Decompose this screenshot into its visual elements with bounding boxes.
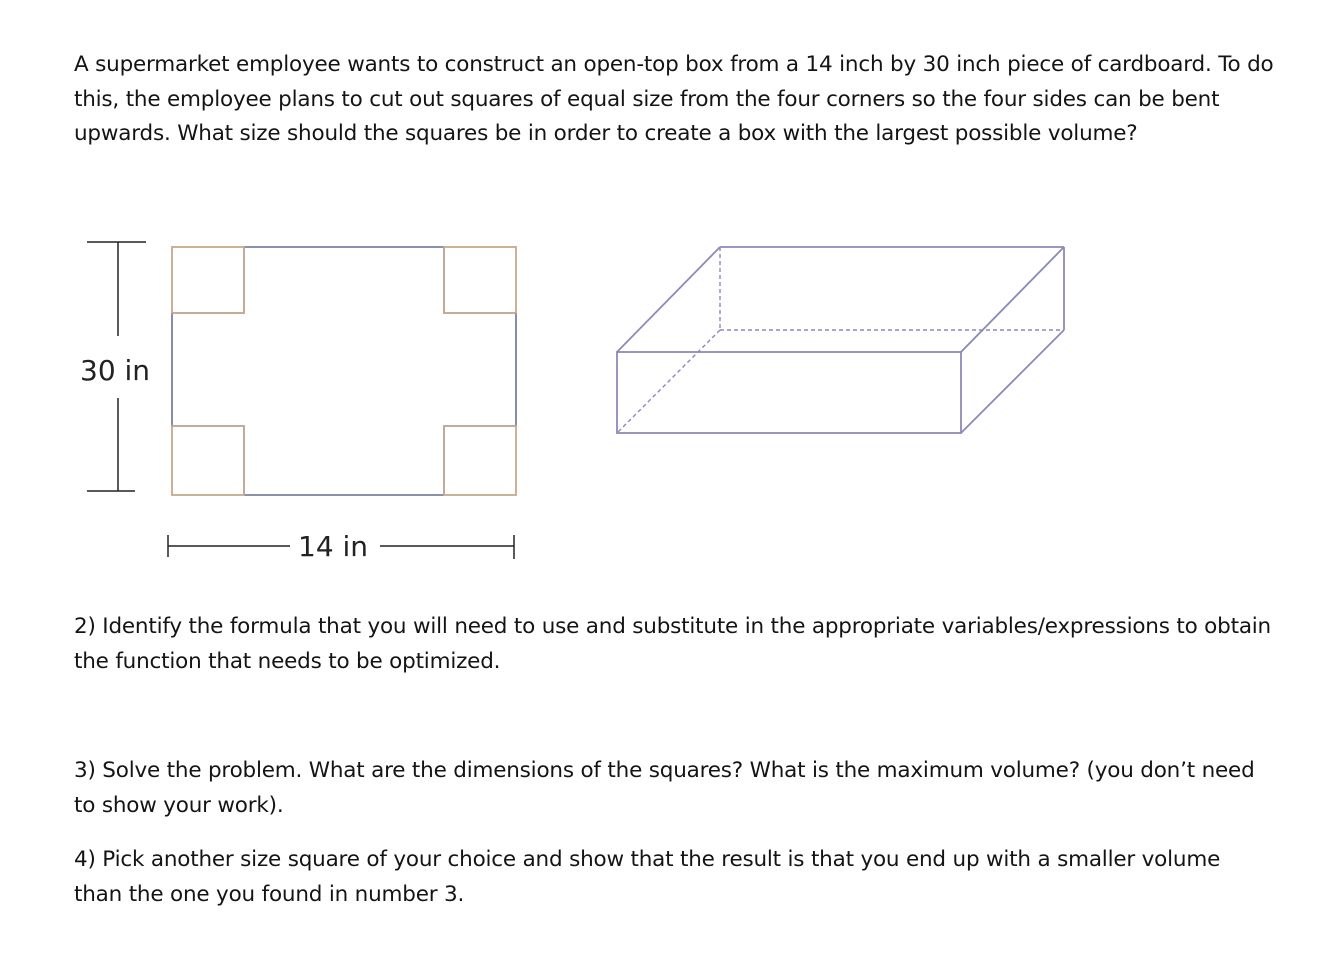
width-label: 14 in [298, 530, 369, 563]
box-front-face [617, 352, 961, 433]
box-edge-bottom-right [961, 330, 1064, 433]
problem-statement: A supermarket employee wants to construct an open-top box from a 14 inch by 30 inch piece of cardboard. To do this, the employee plans to cut out squares of equal size from the four corners so the four sides can be bent upwards. What size should the squares be in order to create a box with the largest possible volume? [74, 52, 1274, 146]
box-hidden-edges [617, 247, 1064, 433]
box-edge-top-right [961, 247, 1064, 352]
question-3: 3) Solve the problem. What are the dimensions of the squares? What is the maximum volume? (you don’t need to show your work). [74, 758, 1255, 818]
question-4: 4) Pick another size square of your choice and show that the result is that you end up with a smaller volume than the one you found in number 3. [74, 847, 1221, 907]
fold-outline [172, 247, 516, 495]
height-label: 30 in [80, 354, 151, 387]
open-box-3d [617, 247, 1064, 433]
question-2: 2) Identify the formula that you will need to use and substitute in the appropriate variables/expressions to obtain the function that needs to be optimized. [74, 614, 1271, 674]
cut-square-bottom-left [172, 426, 244, 495]
cut-square-top-left [172, 247, 244, 313]
box-edge-top-left [617, 247, 720, 352]
flat-cardboard [172, 247, 516, 495]
cardboard-outline [172, 247, 516, 495]
cut-square-top-right [444, 247, 516, 313]
cut-square-bottom-right [444, 426, 516, 495]
